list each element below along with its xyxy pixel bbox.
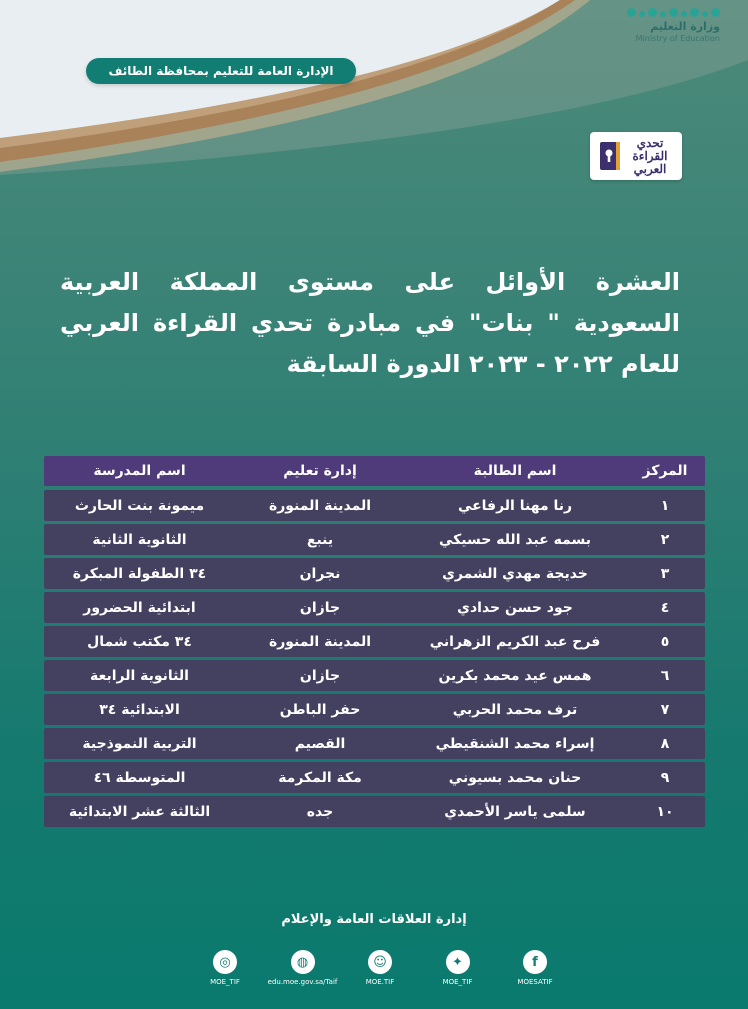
table-header-row: [44, 456, 705, 486]
cell-school: الثانوية الثانية: [92, 531, 187, 548]
cell-rank: ٨: [660, 735, 670, 752]
social-label: MOESATIF: [517, 978, 553, 986]
cell-name: رنا مهنا الرفاعي: [457, 497, 573, 514]
cell-dept: المدينة المنورة: [268, 633, 372, 650]
cell-school: ٣٤ مكتب شمال: [87, 633, 192, 650]
column-header-name: اسم الطالبة: [473, 463, 557, 479]
ministry-name-en: Ministry of Education: [635, 34, 720, 43]
ministry-dots-icon: [560, 8, 720, 17]
cell-dept: المدينة المنورة: [268, 497, 372, 514]
social-label: MOE_TIF: [442, 978, 473, 986]
twitter-link[interactable]: [423, 950, 493, 986]
column-header-rank: المركز: [642, 463, 688, 479]
arabic-reading-challenge-logo: [590, 132, 682, 180]
cell-name: إسراء محمد الشنقيطي: [435, 735, 595, 752]
cell-rank: ٣: [660, 565, 670, 582]
cell-dept: جده: [306, 803, 334, 820]
cell-rank: ٩: [660, 769, 670, 786]
cell-dept: القصيم: [294, 735, 346, 752]
cell-school: الابتدائية ٣٤: [99, 701, 180, 718]
cell-name: بسمه عبد الله حسيكي: [439, 531, 591, 548]
cell-school: التربية النموذجية: [82, 735, 197, 752]
table-row: [44, 592, 705, 623]
table-row: [44, 626, 705, 657]
cell-name: فرح عبد الكريم الزهراني: [429, 633, 601, 650]
cell-name: سلمى ياسر الأحمدي: [444, 803, 586, 820]
cell-rank: ٧: [660, 701, 670, 718]
social-links: [190, 950, 570, 986]
twitter-icon: ✦: [446, 950, 470, 974]
cell-name: همس عيد محمد بكرين: [438, 667, 592, 684]
cell-name: ترف محمد الحربي: [452, 701, 578, 718]
cell-school: الثالثة عشر الابتدائية: [68, 803, 211, 820]
column-header-dept: إدارة تعليم: [283, 463, 357, 479]
instagram-icon: ◎: [213, 950, 237, 974]
cell-school: ابتدائية الحضرور: [83, 599, 196, 616]
table-row: [44, 762, 705, 793]
social-label: edu.moe.gov.sa/Taif: [267, 978, 338, 986]
cell-rank: ١٠: [656, 803, 674, 820]
column-header-school: اسم المدرسة: [93, 463, 186, 479]
page-title: العشرة الأوائل على مستوى المملكة العربية السعودية " بنات" في مبادرة تحدي القراءة العربي للعام ٢٠٢٢ - ٢٠٢٣ الدورة السابقة: [60, 268, 680, 378]
cell-name: حنان محمد بسيوني: [448, 769, 582, 786]
instagram-link[interactable]: [190, 950, 260, 986]
website-link[interactable]: [268, 950, 338, 986]
cell-rank: ١: [660, 497, 670, 514]
cell-dept: جازان: [299, 599, 341, 616]
challenge-logo-text: تحدي القراءة العربي: [632, 135, 668, 176]
table-row: [44, 728, 705, 759]
cell-dept: حفر الباطن: [279, 701, 361, 718]
globe-icon: ◍: [291, 950, 315, 974]
facebook-link[interactable]: [500, 950, 570, 986]
cell-dept: جازان: [299, 667, 341, 684]
cell-school: ٣٤ الطفولة المبكرة: [72, 565, 207, 582]
table-row: [44, 660, 705, 691]
region-badge: الإدارة العامة للتعليم بمحافظة الطائف: [86, 58, 356, 84]
cell-rank: ٥: [660, 633, 670, 650]
facebook-icon: f: [523, 950, 547, 974]
social-label: MOE.TIF: [365, 978, 395, 986]
snapchat-link[interactable]: [345, 950, 415, 986]
results-table: [44, 456, 705, 830]
cell-rank: ٦: [660, 667, 670, 684]
cell-rank: ٤: [660, 599, 670, 616]
table-row: [44, 524, 705, 555]
cell-school: ميمونة بنت الحارث: [74, 497, 205, 514]
cell-name: جود حسن حدادي: [457, 599, 573, 616]
cell-dept: مكة المكرمة: [278, 769, 362, 786]
cell-dept: ينبع: [306, 531, 334, 548]
book-keyhole-icon: [599, 141, 621, 171]
snapchat-icon: ☺: [368, 950, 392, 974]
ministry-name-ar: وزارة التعليم: [650, 20, 720, 33]
cell-rank: ٢: [660, 531, 670, 548]
social-label: MOE_TIF: [210, 978, 240, 986]
table-row: [44, 490, 705, 521]
ministry-logo: [560, 8, 720, 43]
cell-name: خديجة مهدي الشمري: [442, 565, 588, 582]
cell-school: المتوسطة ٤٦: [93, 769, 186, 786]
table-row: [44, 558, 705, 589]
table-row: [44, 694, 705, 725]
footer-title: إدارة العلاقات العامة والإعلام: [281, 912, 467, 927]
cell-dept: نجران: [299, 565, 341, 582]
cell-school: الثانوية الرابعة: [90, 667, 189, 684]
table-row: [44, 796, 705, 827]
